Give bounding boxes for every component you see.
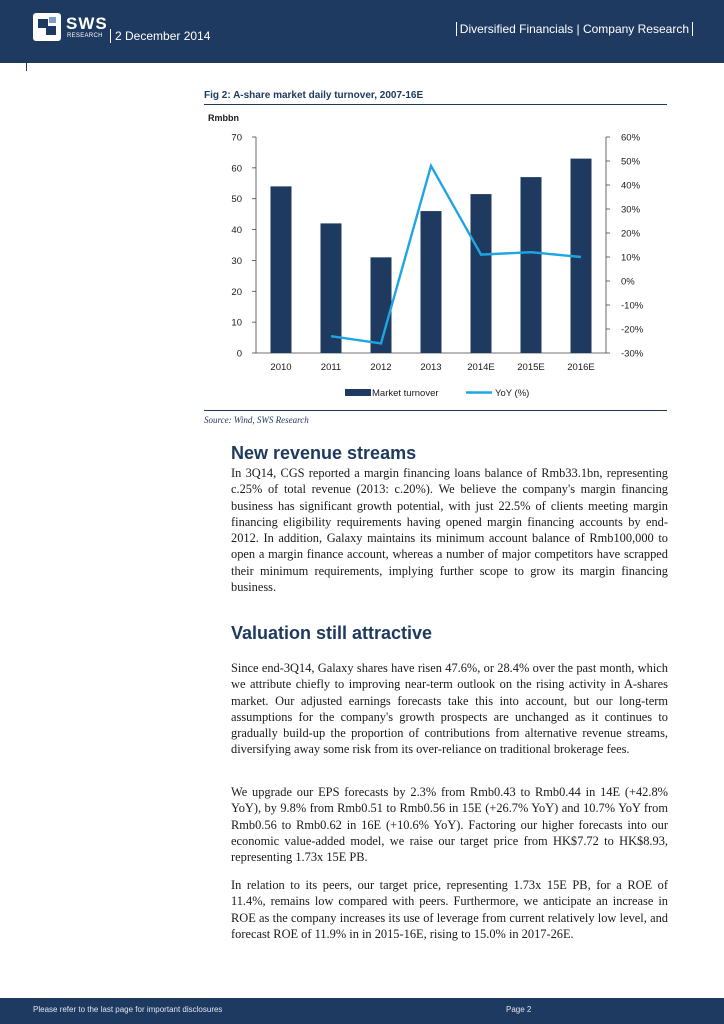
y2-tick-label: 30% [621, 204, 641, 216]
y-tick-label: 30 [231, 255, 242, 267]
page-header [0, 0, 724, 63]
figure-bottom-rule [204, 410, 667, 411]
y2-tick-label: 60% [621, 132, 641, 144]
paragraph-valuation-1: Since end-3Q14, Galaxy shares have risen 47.6%, or 28.4% over the past month, which we attribute chiefly to improving near-term outlook on the rising activity in A-shares market. Our adjusted earnings forecasts take this into account, but our long-term assumptions for the company's growth prospects are unchanged as it continues to gradually build-up the proportion of contributions from alternative revenue streams, diversifying away some risk from its over-reliance on traditional brokerage fees. [231, 661, 668, 757]
figure-top-rule [204, 104, 667, 105]
bar-2012 [371, 257, 392, 353]
legend-swatch-turnover [345, 389, 371, 396]
footer-disclaimer: Please refer to the last page for important disclosures [33, 1005, 223, 1014]
y2-tick-label: 20% [621, 228, 641, 240]
y-axis-label: Rmbbn [208, 113, 239, 123]
y2-tick-label: -10% [621, 300, 644, 312]
header-divider [26, 63, 27, 71]
report-date: 2 December 2014 [110, 29, 210, 43]
legend-label-turnover: Market turnover [372, 388, 439, 399]
y-tick-label: 70 [231, 132, 242, 144]
x-tick-label: 2016E [567, 362, 595, 373]
y2-tick-label: 40% [621, 180, 641, 192]
paragraph-valuation-3: In relation to its peers, our target price, representing 1.73x 15E PB, for a ROE of 11.4%, remains low compared with peers. Furthermore, we anticipate an increase in ROE as the company increases its use of leverage from current relatively low level, and forecast ROE of 11.9% in in 2015-16E, rising to 15.0% in 2017-26E. [231, 878, 668, 941]
y-tick-label: 50 [231, 194, 242, 206]
logo-mark-icon [33, 13, 61, 41]
paragraph-valuation-2: We upgrade our EPS forecasts by 2.3% from Rmb0.43 to Rmb0.44 in 14E (+42.8% YoY), by 9.8% from Rmb0.51 to Rmb0.56 in 15E (+26.7% YoY) and 10.7% YoY from Rmb0.56 to Rmb0.62 in 16E (+10.6% YoY). Factoring our higher forecasts into our economic value-added model, we raise our target price from HK$7.72 to HK$8.93, representing 1.73x 15E PB. [231, 785, 668, 865]
figure-title: Fig 2: A-share market daily turnover, 2007-16E [204, 90, 424, 101]
y2-tick-label: -20% [621, 324, 644, 336]
bar-2010 [271, 186, 292, 353]
logo-text: SWS [66, 14, 108, 33]
x-tick-label: 2013 [420, 362, 442, 373]
bar-2015E [521, 177, 542, 353]
bar-2011 [321, 223, 342, 353]
bar-2013 [421, 211, 442, 353]
section-heading-revenue: New revenue streams [231, 443, 417, 463]
section-heading-valuation: Valuation still attractive [231, 623, 433, 643]
sws-logo [33, 13, 113, 43]
y2-tick-label: -30% [621, 348, 644, 360]
page-footer [0, 998, 724, 1024]
x-tick-label: 2015E [517, 362, 545, 373]
y-tick-label: 10 [231, 317, 242, 329]
x-tick-label: 2010 [270, 362, 292, 373]
y-tick-label: 40 [231, 225, 242, 237]
figure-source: Source: Wind, SWS Research [204, 415, 309, 425]
report-section: Diversified Financials | Company Research [456, 22, 693, 36]
logo-subtext: RESEARCH [67, 33, 103, 39]
y-tick-label: 60 [231, 163, 242, 175]
y-tick-label: 20 [231, 286, 242, 298]
page-number: Page 2 [506, 1005, 532, 1014]
paragraph-revenue: In 3Q14, CGS reported a margin financing loans balance of Rmb33.1bn, representing c.25% of total revenue (2013: c.20%). We believe the company's margin financing business has significant growth potential, with just 22.5% of clients meeting margin financing eligibility requirements having opened margin financing accounts by end-2012. In addition, Galaxy maintains its minimum account balance of Rmb100,000 to open a margin finance account, whereas a number of major competitors have scrapped their minimum requirements, implying further scope to grow its margin financing business. [231, 466, 668, 595]
y2-tick-label: 0% [621, 276, 635, 288]
legend-label-yoy: YoY (%) [495, 388, 530, 399]
x-tick-label: 2014E [467, 362, 495, 373]
turnover-chart [204, 106, 667, 408]
y-tick-label: 0 [236, 348, 242, 360]
yoy-line [331, 166, 581, 344]
x-tick-label: 2012 [370, 362, 392, 373]
y2-tick-label: 50% [621, 156, 641, 168]
x-tick-label: 2011 [320, 362, 342, 373]
bar-2014E [471, 194, 492, 353]
y2-tick-label: 10% [621, 252, 641, 264]
